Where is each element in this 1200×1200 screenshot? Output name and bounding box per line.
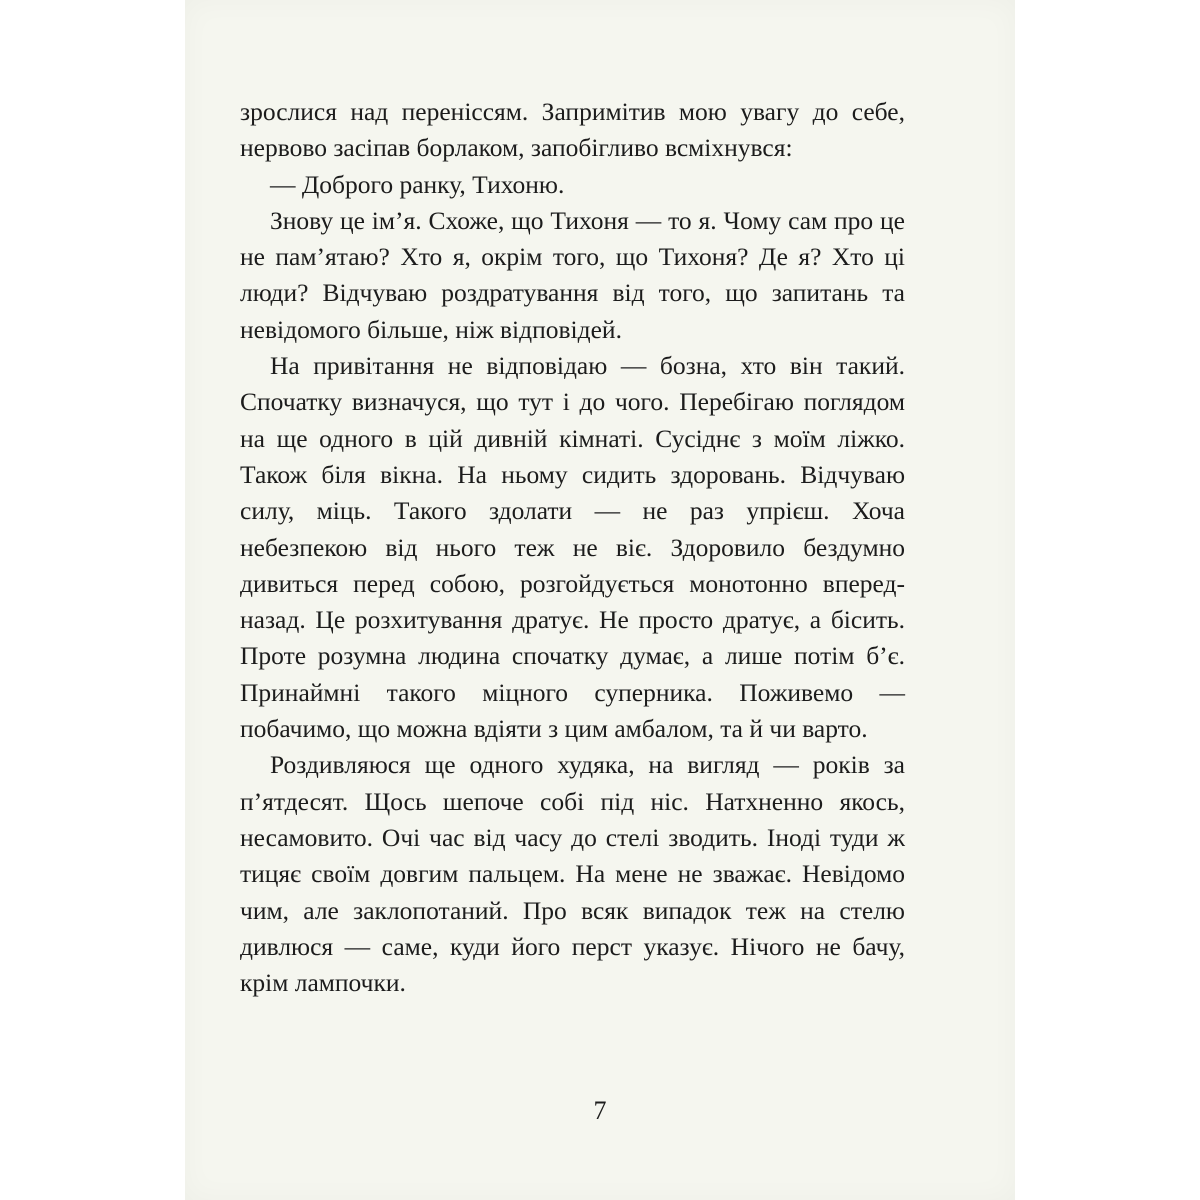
paragraph-4: На привітання не відповідаю — бозна, хто він такий. Спочатку визначуся, що тут і до чого. Перебігаю поглядом на ще одного в цій дивній кімнаті. Сусіднє з моїм ліжко. Також біля вікна. На ньому сидить здоровань. Відчуваю силу, міць. Такого здолати — не раз упрієш. Хоча небезпекою від нього теж не віє. Здоровило бездумно дивиться перед собою, розгойдується монотонно вперед-назад. Це розхитування дратує. Не просто дратує, а бісить. Проте розумна людина спочатку думає, а лише потім б’є. Принаймні такого міцного суперника. Поживемо — побачимо, що можна вдіяти з цим амбалом, та й чи варто.: [240, 351, 905, 744]
paragraph-3: Знову це ім’я. Схоже, що Тихоня — то я. Чому сам про це не пам’ятаю? Хто я, окрім того, що Тихоня? Де я? Хто ці люди? Відчуваю роздратування від того, що запитань та невідомого більше, ніж відповідей.: [240, 205, 905, 344]
paragraph-2-greeting: — Доброго ранку, Тихоню.: [270, 169, 565, 199]
book-page: [185, 0, 1015, 1200]
paragraph-5: Роздивляюся ще одного худяка, на вигляд — років за п’ятдесят. Щось шепоче собі під ніс. Натхненно якось, несамовито. Очі час від часу до стелі зводить. Іноді туди ж тицяє своїм довгим пальцем. На мене не зважає. Невідомо чим, але заклопотаний. Про всяк випадок теж на стелю дивлюся — саме, куди його перст указує. Нічого не бачу, крім лампочки.: [240, 750, 905, 998]
paragraph-1: зрослися над переніссям. Запримітив мою увагу до себе, нервово засіпав борлаком, запобігливо всміхнувся:: [240, 97, 905, 163]
body-text: [240, 94, 905, 1001]
page-number: 7: [593, 1096, 607, 1125]
